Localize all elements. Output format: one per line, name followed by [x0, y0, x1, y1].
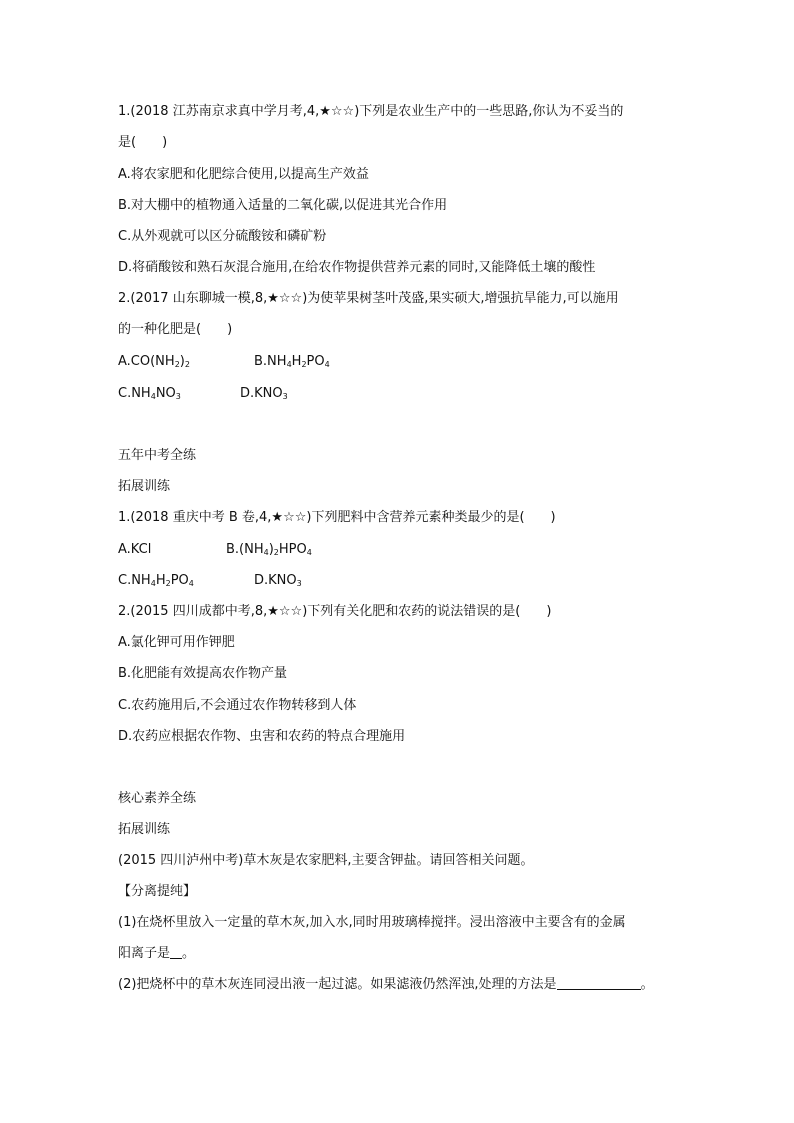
s2-q1-stem: 1.(2018 重庆中考 B 卷,4,★☆☆)下列肥料中含营养元素种类最少的是( ) [118, 510, 556, 525]
s3-p2: (2)把烧杯中的草木灰连同浸出液一起过滤。如果滤液仍然浑浊,处理的方法是 。 [118, 977, 654, 992]
s2-q2-option-c: C.农药施用后,不会通过农作物转移到人体 [118, 698, 357, 713]
q1-option-b: B.对大棚中的植物通入适量的二氧化碳,以促进其光合作用 [118, 198, 448, 213]
s2-q2-option-b: B.化肥能有效提高农作物产量 [118, 666, 288, 681]
q2-option-d: $D.KNO_3$ [240, 386, 288, 401]
s2-q1-option-b: $B.(NH_4)_2HPO_4$ [226, 542, 312, 557]
q2-stem-line1: 2.(2017 山东聊城一模,8,★☆☆)为使苹果树茎叶茂盛,果实硕大,增强抗旱能力,可以施用 [118, 291, 619, 306]
section3-subheading: 拓展训练 [118, 822, 171, 837]
s2-q1-option-c: $C.NH_4H_2PO_4$ [118, 573, 194, 588]
answer-blank[interactable] [557, 977, 641, 990]
q1-option-c: C.从外观就可以区分硫酸铵和磷矿粉 [118, 229, 327, 244]
s3-p1-line2: 阳离子是 。 [118, 946, 196, 961]
q1-option-d: D.将硝酸铵和熟石灰混合施用,在给农作物提供营养元素的同时,又能降低土壤的酸性 [118, 260, 596, 275]
s3-intro: (2015 四川泸州中考)草木灰是农家肥料,主要含钾盐。请回答相关问题。 [118, 853, 534, 868]
q2-option-c: $C.NH_4NO_3$ [118, 386, 181, 401]
q2-stem-line2: 的一种化肥是( ) [118, 322, 233, 337]
s3-p1-line1: (1)在烧杯里放入一定量的草木灰,加入水,同时用玻璃棒搅拌。浸出溶液中主要含有的金属 [118, 915, 626, 930]
s2-q1-option-d: $D.KNO_3$ [254, 573, 302, 588]
q1-stem-line1: 1.(2018 江苏南京求真中学月考,4,★☆☆)下列是农业生产中的一些思路,你认为不妥当的 [118, 104, 624, 119]
s2-q2-option-a: A.氯化钾可用作钾肥 [118, 635, 235, 650]
section2-subheading: 拓展训练 [118, 479, 171, 494]
section3-heading: 核心素养全练 [118, 791, 197, 806]
s3-tag: 【分离提纯】 [118, 884, 197, 899]
s2-q1-option-a: A.KCl [118, 542, 152, 557]
q1-option-a: A.将农家肥和化肥综合使用,以提高生产效益 [118, 167, 369, 182]
s2-q2-stem: 2.(2015 四川成都中考,8,★☆☆)下列有关化肥和农药的说法错误的是( ) [118, 604, 552, 619]
answer-blank[interactable] [170, 946, 182, 959]
s2-q2-option-d: D.农药应根据农作物、虫害和农药的特点合理施用 [118, 729, 406, 744]
q2-option-b: $B.NH_4H_2PO_4$ [254, 354, 330, 369]
q1-stem-line2: 是( ) [118, 135, 168, 150]
q2-option-a: $A.CO(NH_2)_2$ [118, 354, 190, 369]
section2-heading: 五年中考全练 [118, 448, 197, 463]
